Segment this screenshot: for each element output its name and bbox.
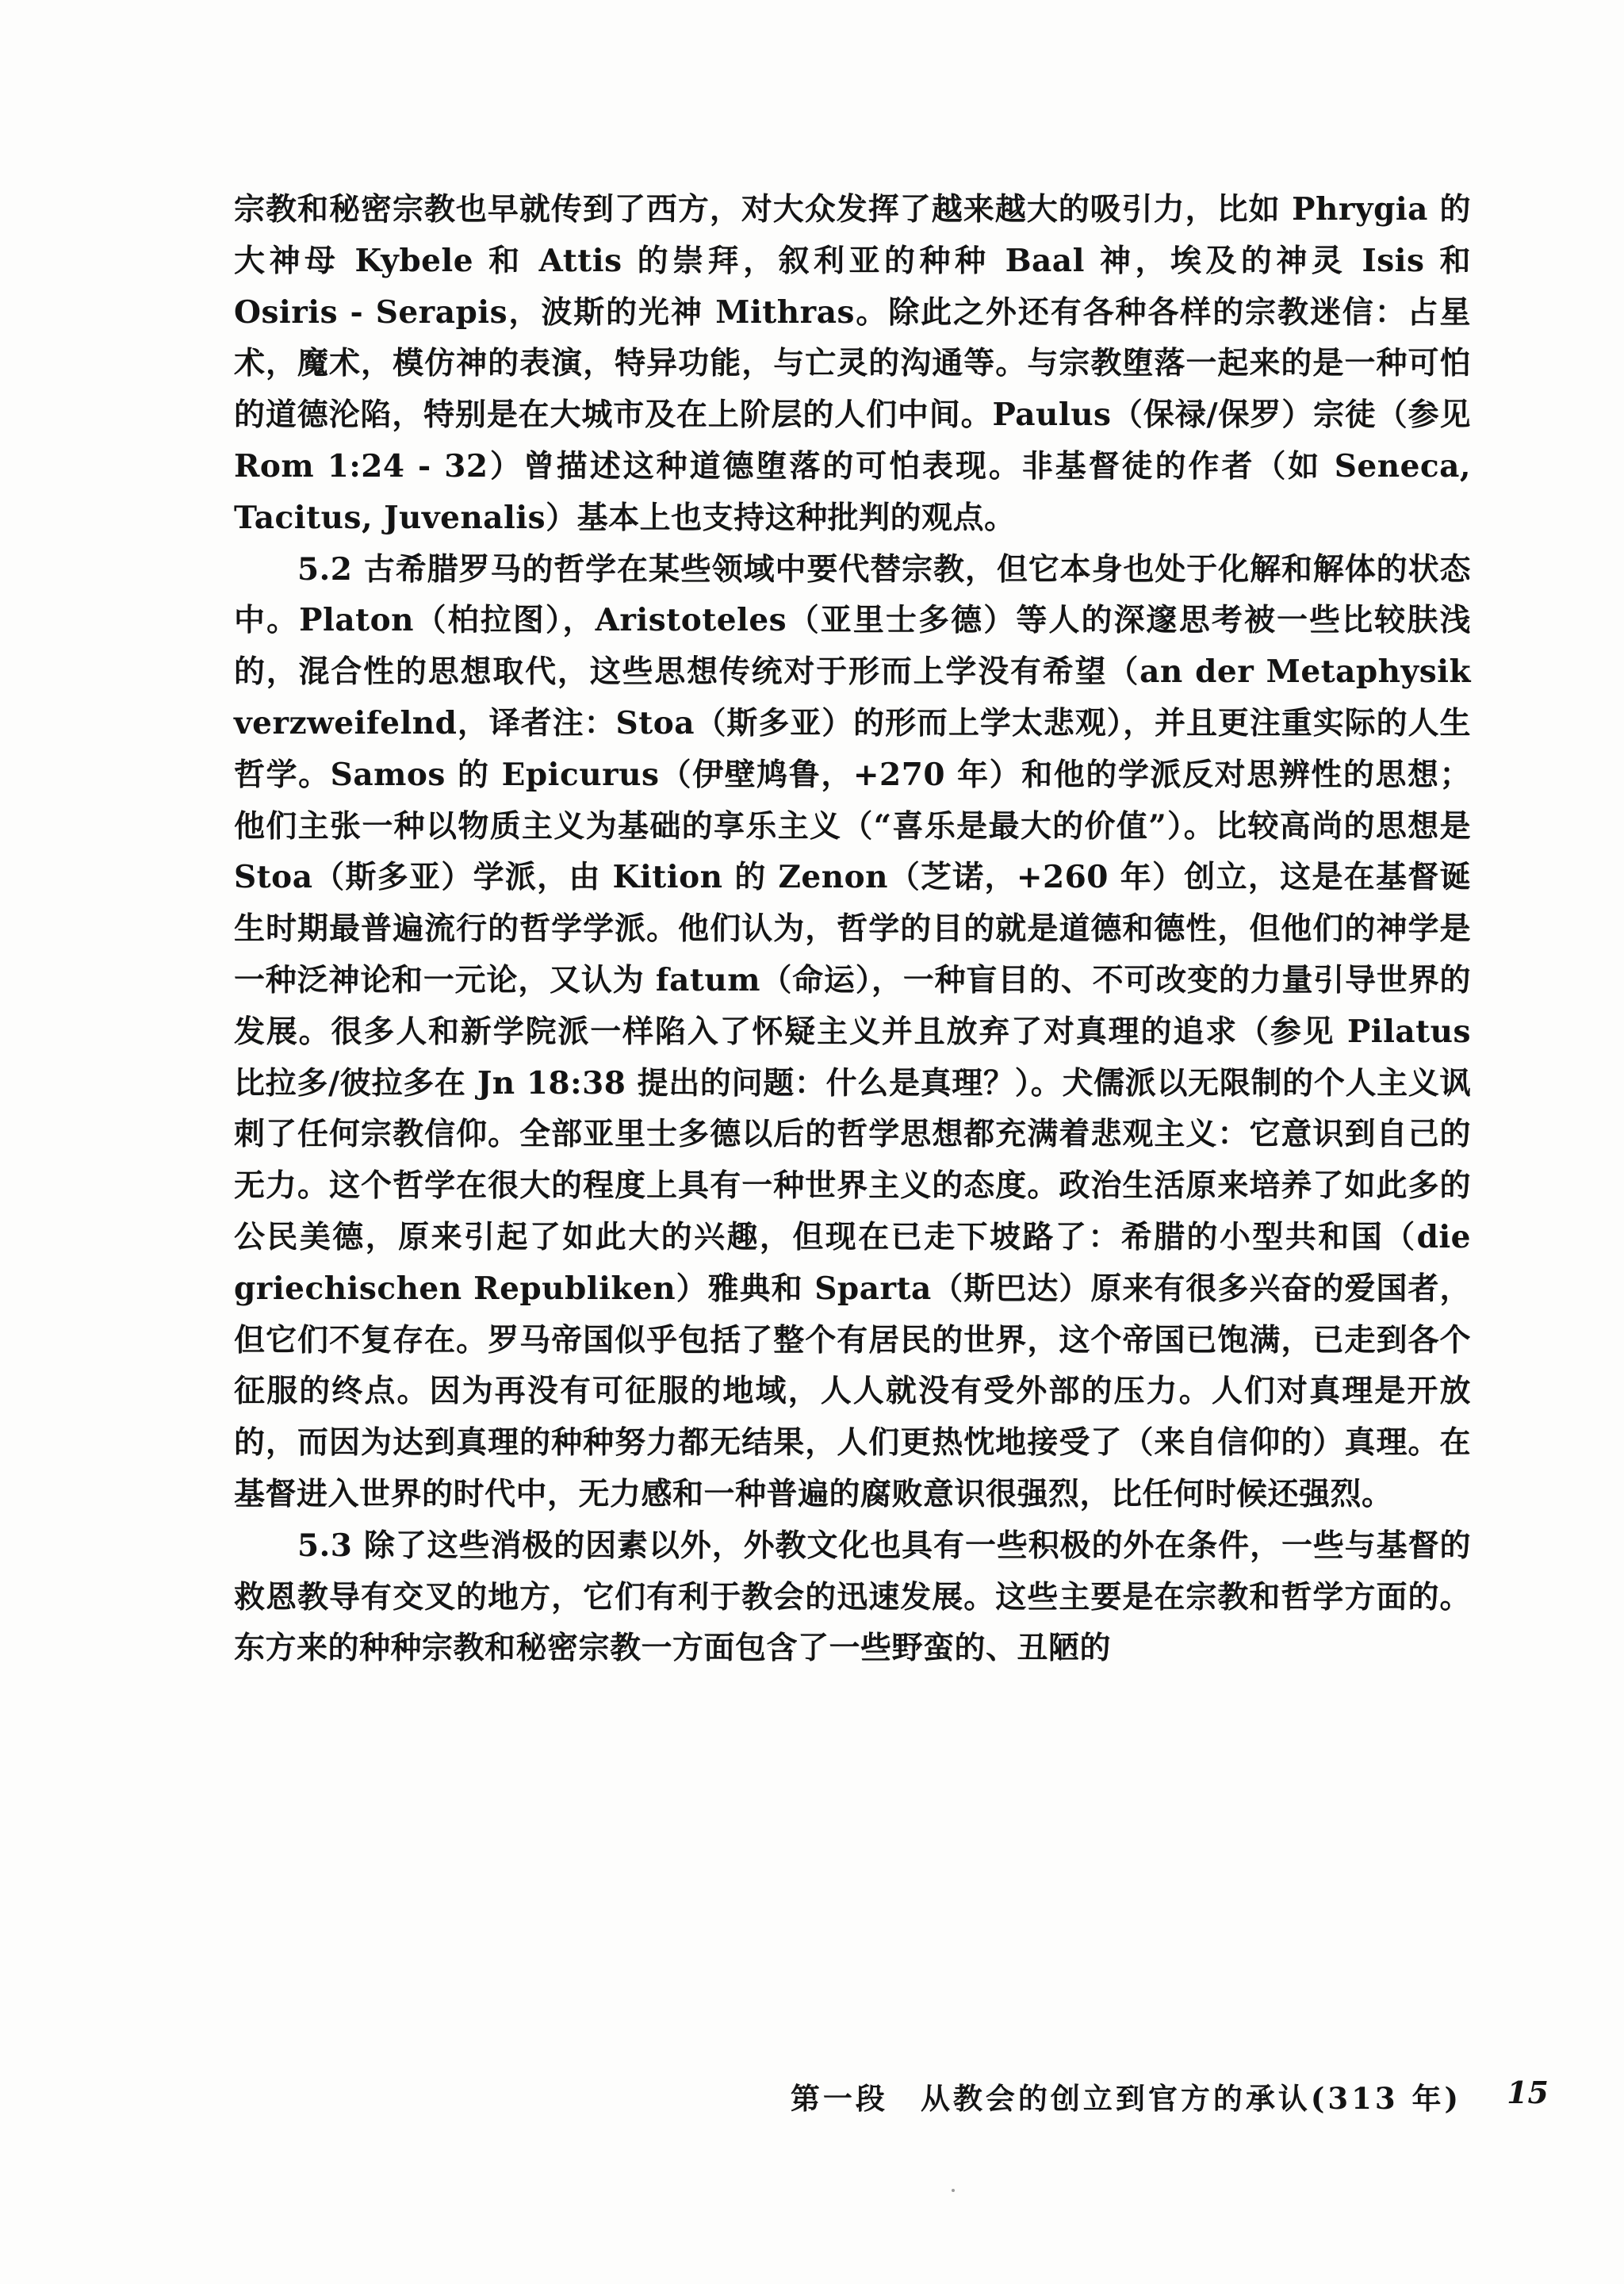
scan-speck xyxy=(952,2189,955,2192)
body-text xyxy=(234,184,1471,1674)
paragraph-5-2: 5.2 古希腊罗马的哲学在某些领域中要代替宗教，但它本身也处于化解和解体的状态中。Platon（柏拉图），Aristoteles（亚里士多德）等人的深邃思考被一些比较肤浅的，混合性的思想取代，这些思想传统对于形而上学没有希望（an der Metaphysik verzweifelnd，译者注：Stoa（斯多亚）的形而上学太悲观），并且更注重实际的人生哲学。Samos 的 Epicurus（伊壁鸠鲁，+270 年）和他的学派反对思辨性的思想；他们主张一种以物质主义为基础的享乐主义（“喜乐是最大的价值”）。比较高尚的思想是 Stoa（斯多亚）学派，由 Kition 的 Zenon（芝诺，+260 年）创立，这是在基督诞生时期最普遍流行的哲学学派。他们认为，哲学的目的就是道德和德性，但他们的神学是一种泛神论和一元论，又认为 fatum（命运），一种盲目的、不可改变的力量引导世界的发展。很多人和新学院派一样陷入了怀疑主义并且放弃了对真理的追求（参见 Pilatus 比拉多/彼拉多在 Jn 18:38 提出的问题：什么是真理？）。犬儒派以无限制的个人主义讽刺了任何宗教信仰。全部亚里士多德以后的哲学思想都充满着悲观主义：它意识到自己的无力。这个哲学在很大的程度上具有一种世界主义的态度。政治生活原来培养了如此多的公民美德，原来引起了如此大的兴趣，但现在已走下坡路了：希腊的小型共和国（die griechischen Republiken）雅典和 Sparta（斯巴达）原来有很多兴奋的爱国者，但它们不复存在。罗马帝国似乎包括了整个有居民的世界，这个帝国已饱满，已走到各个征服的终点。因为再没有可征服的地域，人人就没有受外部的压力。人们对真理是开放的，而因为达到真理的种种努力都无结果，人们更热忱地接受了（来自信仰的）真理。在基督进入世界的时代中，无力感和一种普遍的腐败意识很强烈，比任何时候还强烈。 xyxy=(234,550,1471,1512)
page-number: 15 xyxy=(1507,2075,1549,2110)
paragraph-5-3: 5.3 除了这些消极的因素以外，外教文化也具有一些积极的外在条件，一些与基督的救恩教导有交叉的地方，它们有利于教会的迅速发展。这些主要是在宗教和哲学方面的。东方来的种种宗教和秘密宗教一方面包含了一些野蛮的、丑陋的 xyxy=(234,1527,1471,1667)
paragraph-continued: 宗教和秘密宗教也早就传到了西方，对大众发挥了越来越大的吸引力，比如 Phrygia 的大神母 Kybele 和 Attis 的崇拜，叙利亚的种种 Baal 神，埃及的神灵 Isis 和 Osiris - Serapis，波斯的光神 Mithras。除此之外还有各种各样的宗教迷信：占星术，魔术，模仿神的表演，特异功能，与亡灵的沟通等。与宗教堕落一起来的是一种可怕的道德沦陷，特别是在大城市及在上阶层的人们中间。Paulus（保禄/保罗）宗徒（参见 Rom 1:24 - 32）曾描述这种道德堕落的可怕表现。非基督徒的作者（如 Seneca, Tacitus, Juvenalis）基本上也支持这种批判的观点。 xyxy=(234,191,1471,536)
page-footer xyxy=(0,2075,1624,2122)
running-head: 第一段 从教会的创立到官方的承认(313 年) xyxy=(790,2081,1461,2116)
